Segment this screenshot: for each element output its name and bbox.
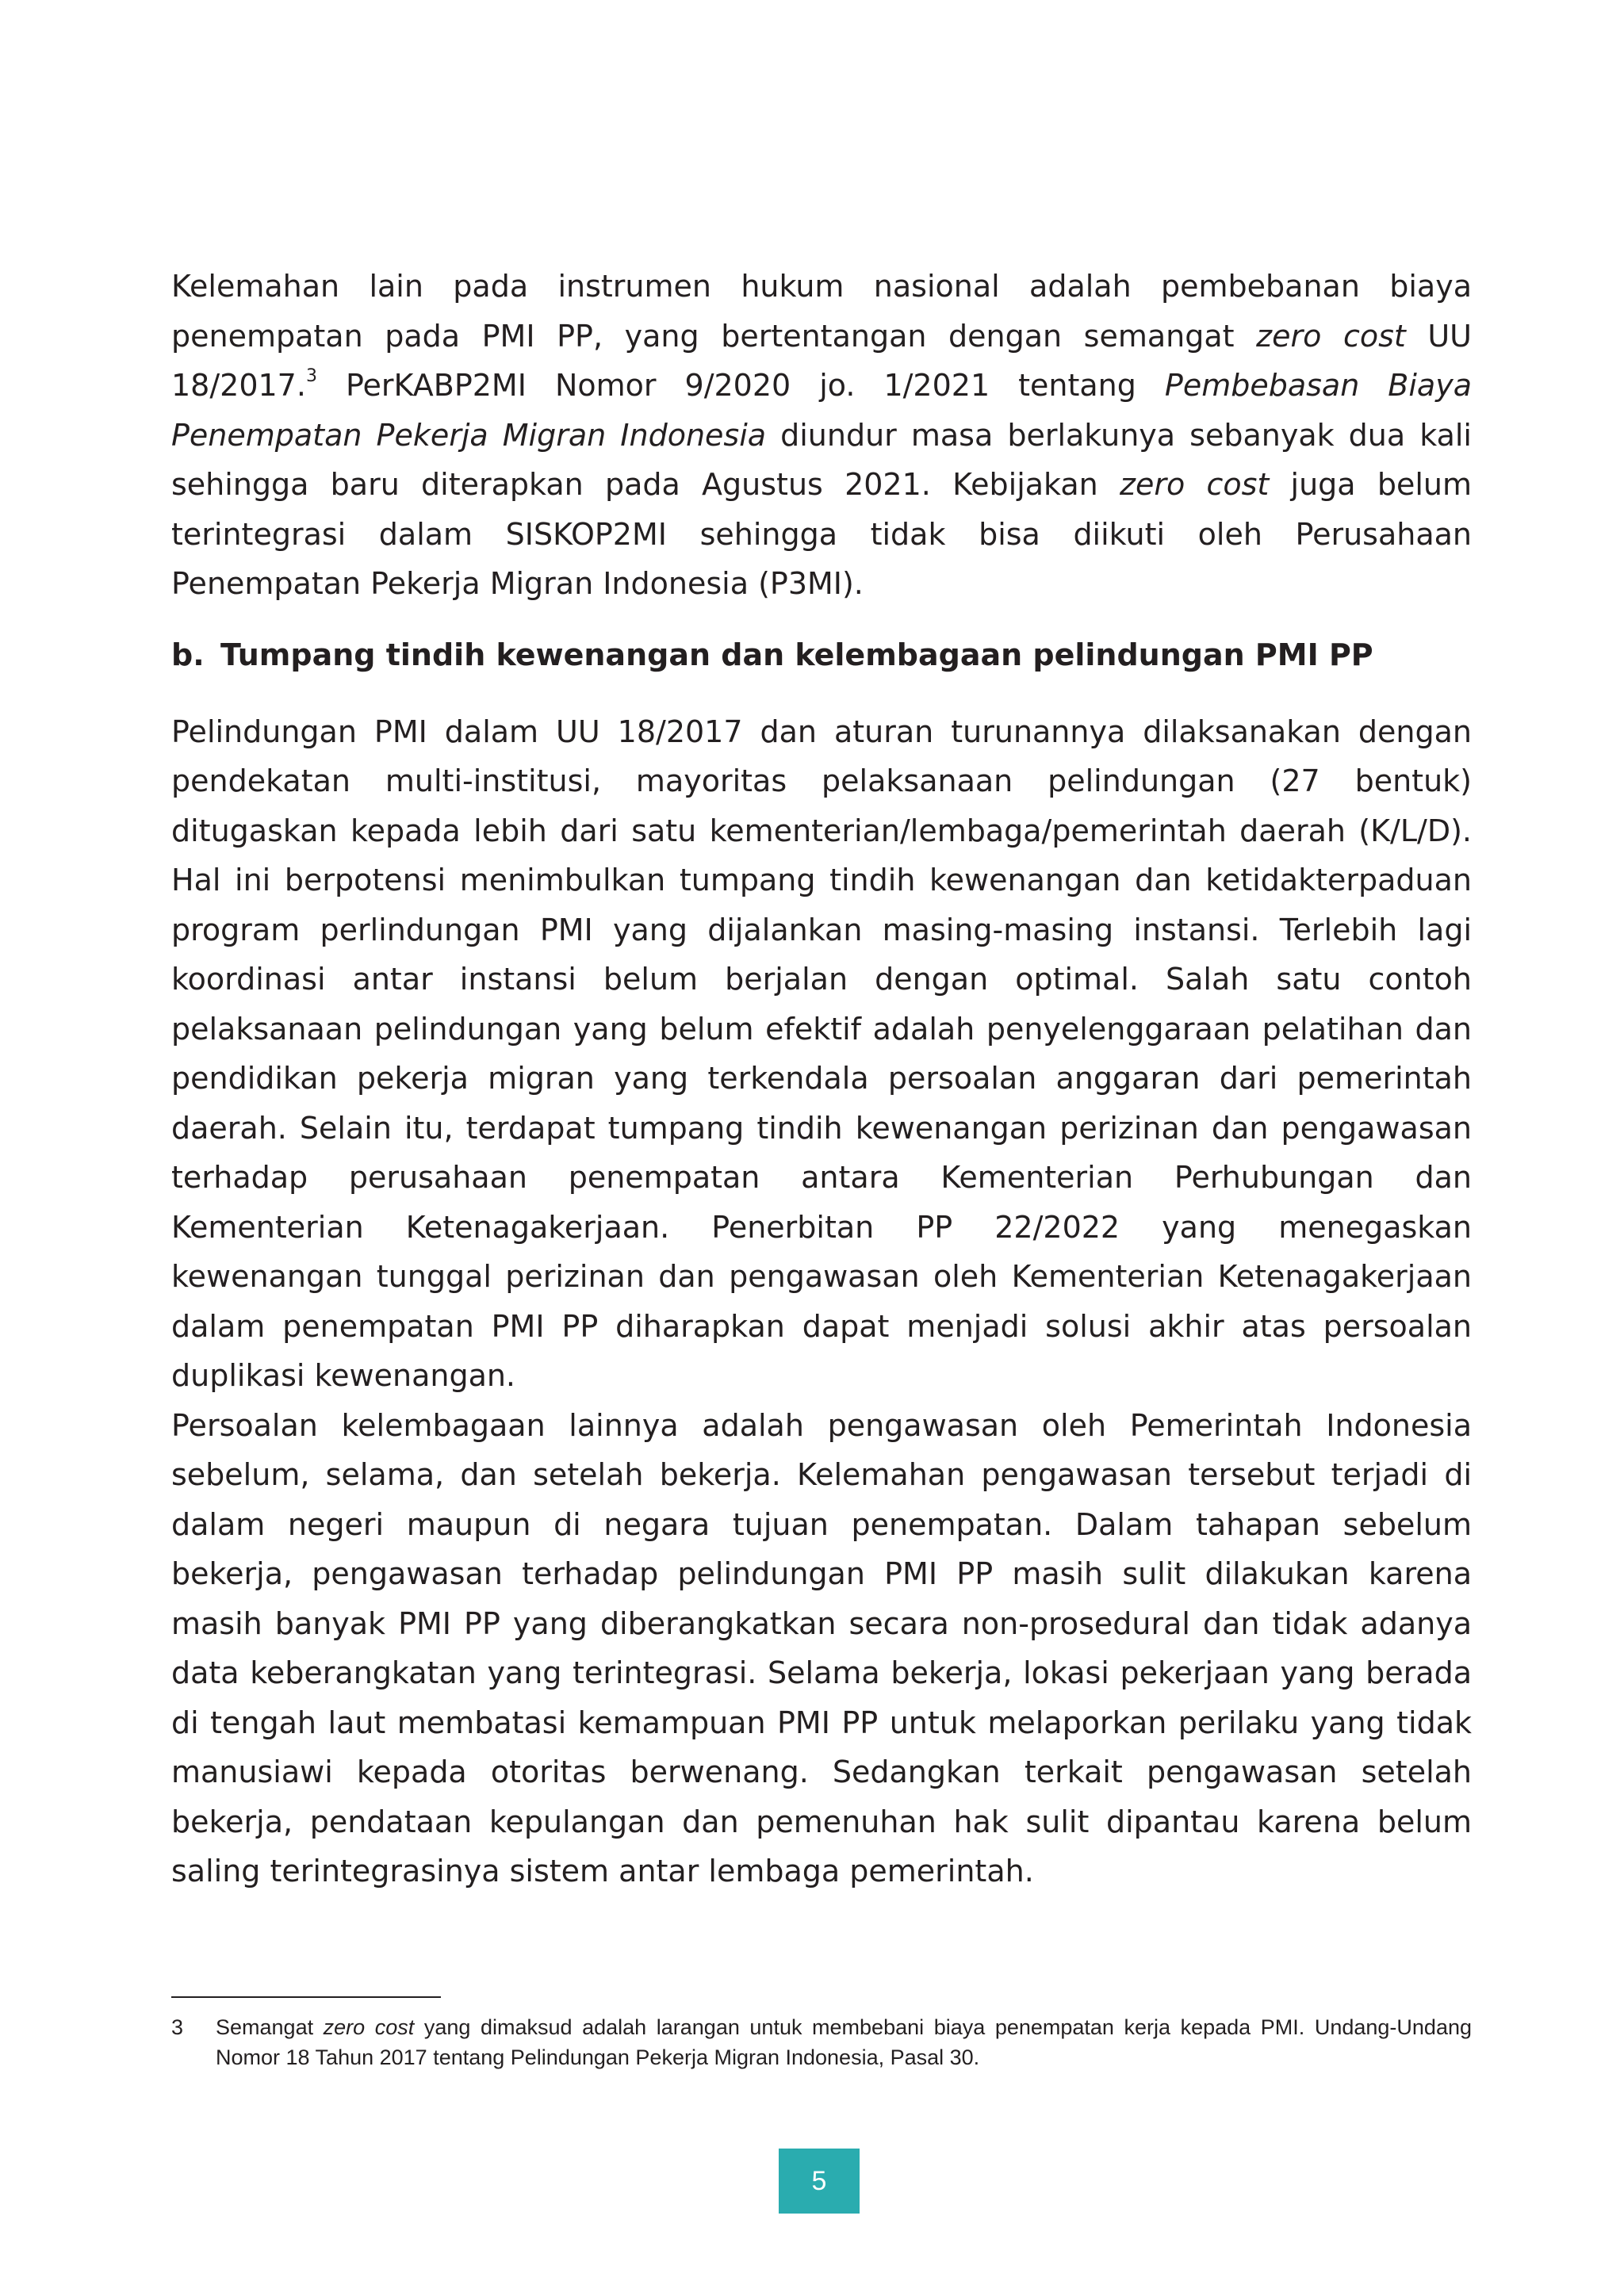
italic-term: zero cost — [1256, 318, 1406, 354]
footnote — [171, 2012, 1472, 2072]
paragraph-text: juga belum terintegrasi dalam SISKOP2MI sehingga tidak bisa diikuti oleh Perusahaan Penempatan Pekerja Migran Indonesia (P3MI). — [171, 467, 1472, 601]
paragraph-supervision: Persoalan kelembagaan lainnya adalah pengawasan oleh Pemerintah Indonesia sebelum, selama, dan setelah bekerja. Kelemahan pengawasan tersebut terjadi di dalam negeri maupun di negara tujuan penempatan. Dalam tahapan sebelum bekerja, pengawasan terhadap pelindungan PMI PP masih sulit dilakukan karena masih banyak PMI PP yang diberangkatkan secara non-prosedural dan tidak adanya data keberangkatan yang terintegrasi. Selama bekerja, lokasi pekerjaan yang berada di tengah laut membatasi kemampuan PMI PP untuk melaporkan perilaku yang tidak manusiawi kepada otoritas berwenang. Sedangkan terkait pengawasan setelah bekerja, pendataan kepulangan dan pemenuhan hak sulit dipantau karena belum saling terintegrasinya sistem antar lembaga pemerintah. — [171, 1407, 1472, 1888]
footnote-text-part: yang dimaksud adalah larangan untuk membebani biaya penempatan kerja kepada PMI. Undang-Undang Nomor 18 Tahun 2017 tentang Pelindungan Pekerja Migran Indonesia, Pasal 30. — [216, 2015, 1472, 2069]
italic-regulation-title: Pembebasan Biaya Penempatan Pekerja Migran Indonesia — [171, 368, 1472, 453]
main-content — [171, 262, 1472, 1896]
section-heading-b — [171, 636, 1472, 674]
footnote-divider — [171, 1996, 441, 1998]
paragraph-overlapping-authority: Pelindungan PMI dalam UU 18/2017 dan aturan turunannya dilaksanakan dengan pendekatan multi-institusi, mayoritas pelaksanaan pelindungan (27 bentuk) ditugaskan kepada lebih dari satu kementerian/lembaga/pemerintah daerah (K/L/D). Hal ini berpotensi menimbulkan tumpang tindih kewenangan dan ketidakterpaduan program perlindungan PMI yang dijalankan masing-masing instansi. Terlebih lagi koordinasi antar instansi belum berjalan dengan optimal. Salah satu contoh pelaksanaan pelindungan yang belum efektif adalah penyelenggaraan pelatihan dan pendidikan pekerja migran yang terkendala persoalan anggaran dari pemerintah daerah. Selain itu, terdapat tumpang tindih kewenangan perizinan dan pengawasan terhadap perusahaan penempatan antara Kementerian Perhubungan dan Kementerian Ketenagakerjaan. Penerbitan PP 22/2022 yang menegaskan kewenangan tunggal perizinan dan pengawasan oleh Kementerian Ketenagakerjaan dalam penempatan PMI PP diharapkan dapat menjadi solusi akhir atas persoalan duplikasi kewenangan. — [171, 714, 1472, 1393]
italic-term: zero cost — [1120, 467, 1270, 502]
paragraph-text: PerKABP2MI Nomor 9/2020 jo. 1/2021 tentang — [316, 368, 1165, 403]
page-number-badge — [779, 2149, 860, 2214]
section-title: Tumpang tindih kewenangan dan kelembagaan pelindungan PMI PP — [220, 637, 1373, 672]
paragraph-text: Kelemahan lain pada instrumen hukum nasional adalah pembebanan biaya penempatan pada PMI PP, yang bertentangan dengan semangat — [171, 269, 1472, 354]
footnote-number: 3 — [171, 2015, 184, 2039]
paragraph-zero-cost — [171, 262, 1472, 609]
paragraph-text: diundur masa berlakunya sebanyak dua kali sehingga baru diterapkan pada Agustus 2021. Kebijakan — [171, 417, 1472, 502]
footnote-reference: 3 — [305, 366, 317, 386]
footnote-text-part: Semangat — [216, 2015, 324, 2039]
page-number: 5 — [811, 2165, 827, 2196]
footnote-text — [216, 2012, 1472, 2072]
footnote-italic-term: zero cost — [323, 2015, 415, 2039]
paragraph-text: UU 18/2017. — [171, 318, 1472, 403]
section-marker: b. — [171, 637, 205, 672]
